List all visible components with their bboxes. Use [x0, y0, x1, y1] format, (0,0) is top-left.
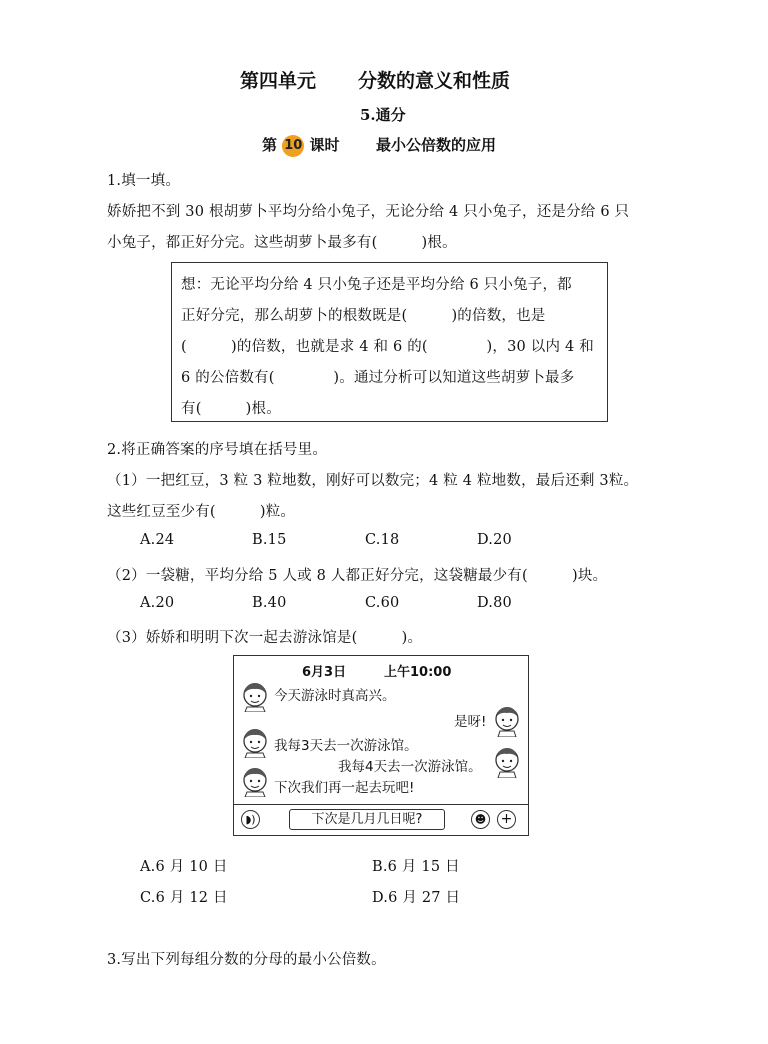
q2-p2-option-a: A.20 [140, 595, 175, 611]
girl-avatar-icon [240, 765, 270, 797]
boy-avatar-icon [492, 703, 522, 737]
q2-p2-option-c: C.60 [365, 595, 400, 611]
lesson-heading [262, 134, 340, 157]
hint-line-5: 有( )根。 [181, 401, 281, 417]
q1-heading: 1.填一填。 [107, 173, 181, 189]
emoji-icon: ☻ [471, 810, 490, 829]
chat-message-5: 下次我们再一起去玩吧! [274, 780, 415, 796]
hint-line-3: ( )的倍数，也就是求 4 和 6 的( )，30 以内 4 和 [181, 339, 594, 355]
q2-p1-option-b: B.15 [252, 532, 287, 548]
hint-line-4: 6 的公倍数有( )。通过分析可以知道这些胡萝卜最多 [181, 370, 575, 386]
q2-p3-option-c: C.6 月 12 日 [140, 890, 228, 906]
hint-line-1: 想：无论平均分给 4 只小兔子还是平均分给 6 只小兔子，都 [181, 277, 572, 293]
q2-p3-option-b: B.6 月 15 日 [372, 859, 460, 875]
section-title: 5.通分 [360, 106, 406, 124]
boy-avatar-icon [492, 744, 522, 778]
lesson-suffix: 课时 [309, 136, 340, 154]
q1-line-2: 小兔子，都正好分完。这些胡萝卜最多有( )根。 [107, 235, 457, 251]
lesson-title: 最小公倍数的应用 [376, 136, 497, 154]
q2-p1-line-2: 这些红豆至少有( )粒。 [107, 504, 296, 520]
chat-message-3: 我每3天去一次游泳馆。 [274, 738, 418, 754]
voice-icon: ◗) [241, 810, 260, 829]
q2-p3-option-d: D.6 月 27 日 [372, 890, 461, 906]
q2-p2-option-b: B.40 [252, 595, 287, 611]
girl-avatar-icon [240, 680, 270, 712]
q2-p1-option-c: C.18 [365, 532, 400, 548]
chat-message-2: 是呀! [454, 714, 487, 730]
lesson-prefix: 第 [262, 136, 278, 154]
chat-message-4: 我每4天去一次游泳馆。 [338, 759, 482, 775]
q2-p2-line: （2）一袋糖，平均分给 5 人或 8 人都正好分完，这袋糖最少有( )块。 [107, 568, 608, 584]
unit-subject: 分数的意义和性质 [358, 70, 511, 92]
q2-p1-option-d: D.20 [477, 532, 512, 548]
q2-p1-option-a: A.24 [140, 532, 175, 548]
chat-time: 上午10:00 [384, 665, 452, 680]
q3-heading: 3.写出下列每组分数的分母的最小公倍数。 [107, 952, 386, 968]
q1-hint-box [171, 262, 608, 422]
q2-heading: 2.将正确答案的序号填在括号里。 [107, 442, 328, 458]
girl-avatar-icon [240, 726, 270, 758]
lesson-number-badge: 10 [282, 135, 304, 157]
chat-message-1: 今天游泳时真高兴。 [274, 688, 396, 704]
chat-illustration [233, 655, 529, 836]
chat-input-field: 下次是几月几日呢? [289, 809, 445, 830]
unit-title: 第四单元 [240, 70, 317, 92]
q2-p3-option-a: A.6 月 10 日 [140, 859, 228, 875]
plus-icon: + [497, 810, 516, 829]
q1-line-1: 娇娇把不到 30 根胡萝卜平均分给小兔子，无论分给 4 只小兔子，还是分给 6 只 [107, 204, 630, 220]
q2-p3-line: （3）娇娇和明明下次一起去游泳馆是( )。 [107, 630, 423, 646]
hint-line-2: 正好分完，那么胡萝卜的根数既是( )的倍数，也是 [181, 308, 546, 324]
q2-p1-line-1: （1）一把红豆，3 粒 3 粒地数，刚好可以数完；4 粒 4 粒地数，最后还剩 3粒。 [107, 473, 639, 489]
chat-input-bar [234, 804, 528, 835]
chat-date: 6月3日 [302, 665, 347, 680]
q2-p2-option-d: D.80 [477, 595, 512, 611]
